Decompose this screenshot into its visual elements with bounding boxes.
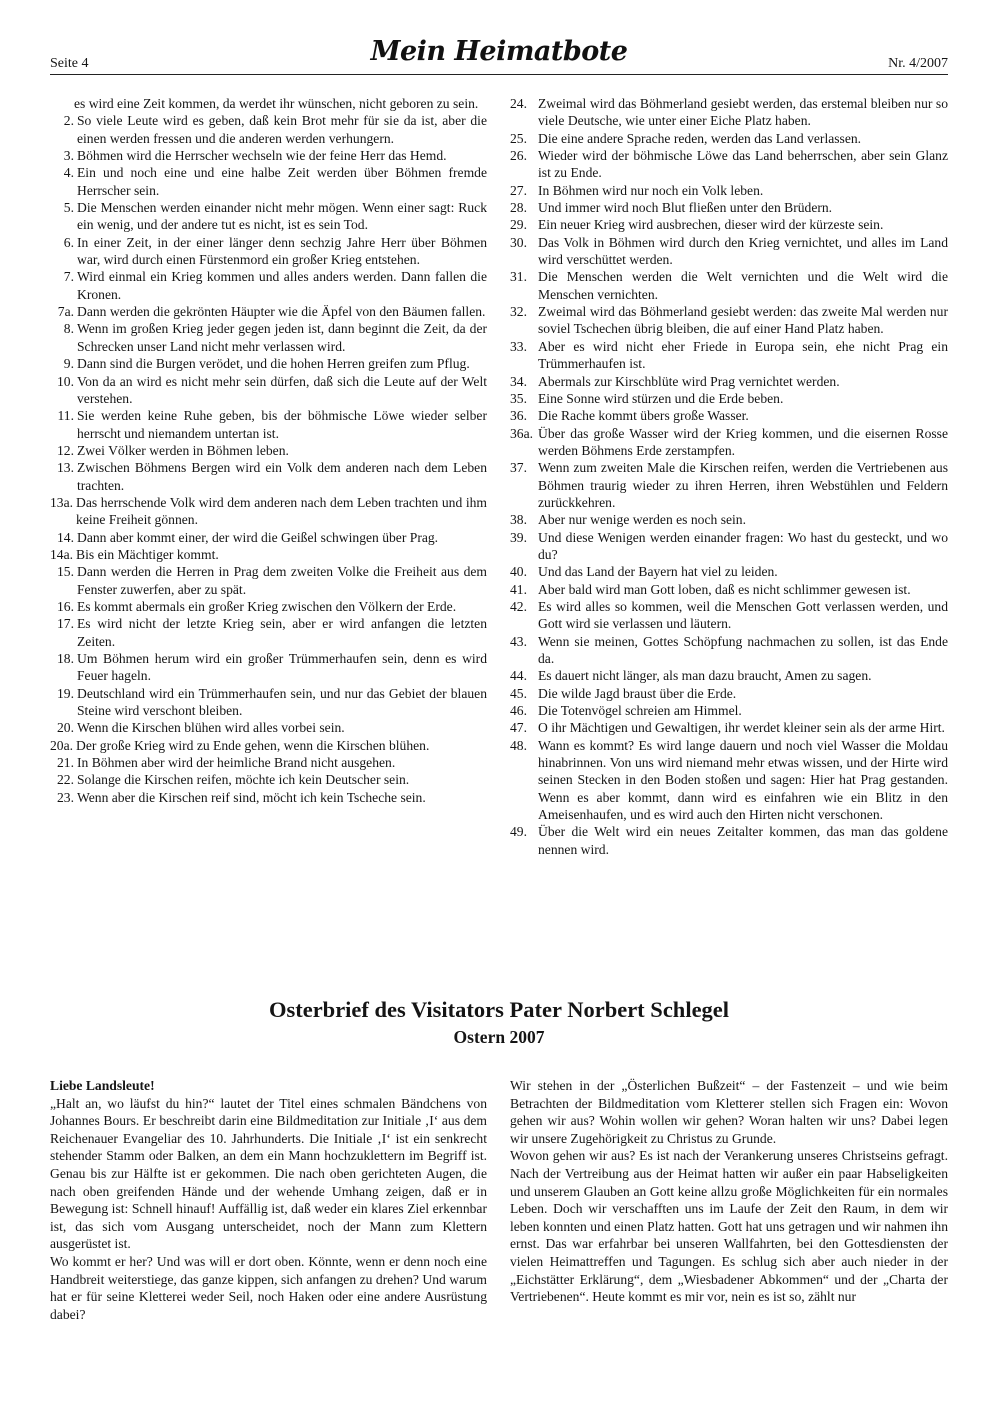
prophecy-item [510, 823, 948, 858]
prophecy-item [510, 598, 948, 633]
prophecy-item [50, 112, 487, 147]
prophecy-item [50, 754, 487, 771]
prophecy-item [510, 216, 948, 233]
prophecy-text: Böhmen wird die Herrscher wechseln wie der feine Herr das Hemd. [77, 148, 447, 164]
prophecy-number: 28. [510, 200, 527, 216]
prophecy-number: 24. [510, 96, 527, 111]
prophecy-number: 32. [510, 304, 527, 320]
prophecy-item [510, 182, 948, 199]
prophecy-text: Der große Krieg wird zu Ende gehen, wenn die Kirschen blühen. [76, 737, 430, 753]
prophecy-number: 20a. [50, 737, 74, 753]
prophecy-number: 10. [57, 373, 74, 389]
prophecy-number: 43. [510, 633, 527, 649]
prophecy-number: 5. [63, 200, 74, 216]
prophecy-text: Dann sind die Burgen verödet, und die hohen Herren greifen zum Pflug. [77, 356, 470, 372]
prophecy-item [50, 164, 487, 199]
prophecy-number: 18. [57, 651, 74, 666]
prophecy-item [50, 442, 487, 459]
prophecy-text: Das herrschende Volk wird dem anderen nach dem Leben trachten und ihm keine Freiheit gönnen. [76, 494, 487, 528]
prophecy-text: O ihr Mächtigen und Gewaltigen, ihr werdet kleiner sein als der arme Hirt. [538, 720, 945, 736]
prophecy-item [50, 563, 487, 598]
prophecy-item [50, 789, 487, 806]
prophecy-text: In Böhmen aber wird der heimliche Brand nicht ausgehen. [77, 755, 396, 771]
prophecy-text: Wenn im großen Krieg jeder gegen jeden ist, dann beginnt die Zeit, da der Schrecken unser Land nicht mehr verlassen wird. [77, 321, 487, 354]
article-paragraph: „Halt an, wo läufst du hin?“ lautet der Titel eines schmalen Bändchens von Johannes Bours. Er beschreibt darin eine Bildmeditation zur Initiale ‚I‘ aus dem Reichenauer Evangeliar des 10. Jahrhunderts. Die Initiale ‚I‘ ist ein senkrecht stehender Stamm oder Balken, an dem ein Mann hochzuklettern im Begriff ist. Genau bis zur Hälfte ist er gekommen. Die nach oben gerichteten Augen, die nach oben greifenden Hände und der wehende Umhang zeigen, daß er in Bewegung ist: Schnell hinauf! Auffällig ist, daß weder ein klares Ziel erkennbar ist, das sich vom Ausgang unterscheidet, noch der Mann zum Klettern ausgerüstet ist. [50, 1095, 487, 1252]
prophecy-number: 41. [510, 581, 527, 597]
prophecy-number: 35. [510, 390, 527, 406]
prophecy-number: 40. [510, 564, 527, 580]
prophecy-number: 27. [510, 182, 527, 198]
prophecy-item [510, 338, 948, 373]
prophecy-text: Die Rache kommt übers große Wasser. [538, 408, 749, 424]
prophecy-number: 7a. [57, 304, 74, 320]
header-rule [50, 74, 948, 75]
prophecy-text: In Böhmen wird nur noch ein Volk leben. [538, 182, 764, 198]
prophecy-text: Von da an wird es nicht mehr sein dürfen, daß sich die Leute auf der Welt verstehen. [77, 373, 487, 406]
prophecy-number: 42. [510, 598, 527, 614]
prophecy-number: 15. [57, 564, 74, 580]
prophecy-number: 45. [510, 685, 527, 701]
prophecy-number: 12. [57, 442, 74, 458]
prophecy-item [50, 268, 487, 303]
prophecy-item [50, 685, 487, 720]
prophecy-item [510, 719, 948, 736]
article-paragraph: Wir stehen in der „Österlichen Bußzeit“ – der Fastenzeit – und wie beim Betrachten der Bildmeditation vom Kletterer stellen sich Fragen ein: Wovon gehen wir aus? Wohin wollen wir gehen? Woran halten wir uns? Dabei legen wir unsere Zugehörigkeit zu Christus zu Grunde. [510, 1078, 948, 1146]
prophecy-item [50, 771, 487, 788]
prophecy-number: 29. [510, 217, 527, 233]
prophecy-number: 31. [510, 269, 527, 285]
prophecy-number: 13. [57, 460, 74, 476]
prophecy-number: 46. [510, 703, 527, 719]
prophecy-item [50, 546, 487, 563]
prophecy-text: So viele Leute wird es geben, daß kein Brot mehr für sie da ist, aber die einen werden fressen und die anderen werden verhungern. [77, 113, 487, 146]
prophecy-text: Zweimal wird das Böhmerland gesiebt werden: das zweite Mal werden nur soviel Tschechen übrig bleiben, die auf einer Hand Platz haben. [538, 304, 948, 337]
prophecy-number: 17. [57, 616, 74, 632]
prophecy-item [510, 268, 948, 303]
prophecy-text: Über das große Wasser wird der Krieg kommen, und die eisernen Rosse werden Böhmens Erde zerstampfen. [538, 425, 948, 458]
prophecy-number: 2. [63, 113, 74, 129]
article-right-column [510, 1077, 948, 1306]
prophecy-number: 3. [63, 148, 74, 164]
prophecy-item [50, 494, 487, 529]
prophecy-item [510, 147, 948, 182]
prophecy-text: Wann es kommt? Es wird lange dauern und noch viel Wasser die Moldau hinabrinnen. Von uns wird niemand mehr etwas wissen, und der Hirte wird seinen Stecken in den Boden stoßen und sagen: Hier hat Prag gestanden. Wenn es aber kommt, dann wird es einfahren wie ein Blitz in den Ameisenhaufen, und es wird auch den Hirten nicht verschonen. [538, 737, 948, 823]
prophecy-text: Aber bald wird man Gott loben, daß es nicht schlimmer gewesen ist. [538, 581, 911, 597]
prophecy-text: Aber es wird nicht eher Friede in Europa sein, ehe nicht Prag ein Trümmerhaufen ist. [538, 338, 948, 372]
article-left-column [50, 1077, 487, 1323]
prophecy-number: 9. [63, 356, 74, 372]
prophecy-text: Und immer wird noch Blut fließen unter den Brüdern. [538, 200, 833, 216]
prophecy-number: 8. [63, 321, 74, 337]
prophecy-number: 47. [510, 720, 527, 736]
prophecy-text: Zwei Völker werden in Böhmen leben. [77, 442, 289, 458]
prophecy-list-right [510, 95, 948, 858]
prophecy-number: 4. [63, 165, 74, 181]
prophecy-continuation: es wird eine Zeit kommen, da werdet ihr wünschen, nicht geboren zu sein. [74, 96, 479, 111]
prophecy-text: Dann aber kommt einer, der wird die Geißel schwingen über Prag. [77, 529, 439, 545]
prophecy-number: 21. [57, 755, 74, 771]
prophecy-number: 48. [510, 737, 527, 753]
prophecy-number: 22. [57, 772, 74, 788]
prophecy-item [510, 95, 948, 130]
prophecy-text: Wird einmal ein Krieg kommen und alles anders werden. Dann fallen die Kronen. [77, 269, 487, 302]
prophecy-number: 25. [510, 130, 527, 146]
prophecy-item [510, 685, 948, 702]
prophecy-text: Das Volk in Böhmen wird durch den Krieg vernichtet, und alles im Land wird verschüttet werden. [538, 234, 948, 268]
prophecy-text: Wieder wird der böhmische Löwe das Land beherrschen, aber sein Glanz ist zu Ende. [538, 148, 948, 181]
prophecy-item [510, 130, 948, 147]
prophecy-item [50, 373, 487, 408]
prophecy-item [50, 199, 487, 234]
prophecy-item [50, 529, 487, 546]
prophecy-number: 37. [510, 460, 527, 476]
prophecy-text: Abermals zur Kirschblüte wird Prag vernichtet werden. [538, 373, 840, 389]
prophecy-number: 38. [510, 512, 527, 528]
article-paragraph: Wo kommt er her? Und was will er dort oben. Könnte, wenn er denn noch eine Handbreit weiterstiege, das ganze kippen, sich anfangen zu drehen? Und warum hat er für seine Kletterei weder Seil, noch Haken oder eine andere Ausrüstung dabei? [50, 1253, 487, 1322]
prophecy-number: 14a. [50, 546, 74, 562]
prophecy-text: Dann werden die gekrönten Häupter wie die Äpfel von den Bäumen fallen. [77, 304, 486, 320]
prophecy-text: Sie werden keine Ruhe geben, bis der böhmische Löwe wieder selber herrscht und niemandem untertan ist. [77, 408, 487, 441]
prophecy-item [510, 373, 948, 390]
prophecy-text: Die Menschen werden die Welt vernichten und die Welt wird die Menschen vernichten. [538, 269, 948, 302]
prophecy-item [510, 529, 948, 564]
article-title: Osterbrief des Visitators Pater Norbert Schlegel [268, 997, 730, 1022]
prophecy-text: Ein und noch eine und eine halbe Zeit werden über Böhmen fremde Herrscher sein. [77, 165, 487, 198]
prophecy-number: 34. [510, 373, 527, 389]
prophecy-number: 19. [57, 685, 74, 701]
prophecy-text: Die Menschen werden einander nicht mehr mögen. Wenn einer sagt: Ruck ein wenig, und der andere tut es nicht, ist es sein Tod. [77, 200, 487, 233]
prophecy-text: Bis ein Mächtiger kommt. [76, 546, 219, 562]
prophecy-number: 26. [510, 148, 527, 164]
prophecy-list-left [50, 112, 487, 806]
article-paragraph: Wovon gehen wir aus? Es ist nach der Verankerung unseres Christseins gefragt. Nach der Vertreibung aus der Heimat hatten wir außer ein paar Habseligkeiten und unserem Glauben an Gott keine allzu große Möglichkeiten für ein normales Leben. Doch wir verschafften uns im Laufe der Zeit den Raum, in dem wir leben konnten und einen Platz hatten. Gott hat uns getragen und wir nahmen ihn ernst. Das war erfahrbar bei unseren Wallfahrten, bei den Gottesdiensten der vielen Heimattreffen und Tagungen. Es schlug sich aber auch nieder in der „Eichstätter Erklärung“, dem „Wiesbadener Abkommen“ und der „Charta der Vertriebenen“. Heute kommt es mir vor, nein es ist so, zählt nur [510, 1148, 948, 1305]
prophecy-number: 36. [510, 408, 527, 424]
prophecy-text: Aber nur wenige werden es noch sein. [538, 512, 746, 528]
prophecy-number: 20. [57, 720, 74, 736]
prophecy-text: Wenn sie meinen, Gottes Schöpfung nachmachen zu sollen, ist das Ende da. [538, 633, 948, 666]
prophecy-text: Wenn aber die Kirschen reif sind, möcht ich kein Tscheche sein. [77, 789, 426, 805]
prophecy-item [510, 581, 948, 598]
prophecy-item [510, 425, 948, 460]
prophecy-text: Es dauert nicht länger, als man dazu braucht, Amen zu sagen. [538, 668, 872, 684]
prophecy-item [510, 563, 948, 580]
prophecy-number: 33. [510, 338, 527, 354]
page-number: Seite 4 [50, 56, 89, 71]
prophecy-number: 13a. [50, 494, 74, 510]
prophecy-number: 16. [57, 598, 74, 614]
prophecy-text: Eine Sonne wird stürzen und die Erde beben. [538, 390, 784, 406]
prophecy-text: Die Totenvögel schreien am Himmel. [538, 703, 742, 719]
prophecy-item [50, 719, 487, 736]
prophecy-text: Es wird alles so kommen, weil die Menschen Gott verlassen werden, und Gott wird sie verlassen und läutern. [538, 598, 948, 632]
masthead-logo: Mein Heimatbote [370, 36, 628, 67]
prophecy-item [510, 702, 948, 719]
prophecy-text: Zweimal wird das Böhmerland gesiebt werden, das erstemal bleiben nur so viele Deutsche, wie unter einer Eiche Platz haben. [538, 96, 948, 129]
prophecy-item [50, 320, 487, 355]
article-subtitle: Ostern 2007 [453, 1027, 545, 1047]
prophecy-text: Wenn zum zweiten Male die Kirschen reifen, werden die Vertriebenen aus Böhmen traurig wieder zu ihren Herren, ihren Webstühlen und Feldern zurückkehren. [538, 460, 948, 510]
prophecy-text: Ein neuer Krieg wird ausbrechen, dieser wird der kürzeste sein. [538, 217, 884, 233]
prophecy-text: Zwischen Böhmens Bergen wird ein Volk dem anderen nach dem Leben trachten. [77, 460, 487, 493]
prophecy-item [50, 459, 487, 494]
prophecy-item [510, 234, 948, 269]
prophecy-text: Die eine andere Sprache reden, werden das Land verlassen. [538, 130, 862, 146]
prophecy-text: Es wird nicht der letzte Krieg sein, aber er wird anfangen die letzten Zeiten. [77, 616, 487, 649]
prophecy-item [510, 303, 948, 338]
prophecy-text: Solange die Kirschen reifen, möchte ich kein Deutscher sein. [77, 772, 410, 788]
prophecy-item [510, 633, 948, 668]
prophecy-text: Und das Land der Bayern hat viel zu leiden. [538, 564, 778, 580]
prophecy-number: 14. [57, 529, 74, 545]
prophecy-item [50, 598, 487, 615]
issue-number: Nr. 4/2007 [888, 56, 948, 71]
prophecy-item [510, 737, 948, 824]
prophecy-right-column [510, 95, 948, 858]
prophecy-text: Um Böhmen herum wird ein großer Trümmerhaufen sein, denn es wird Feuer hageln. [77, 651, 487, 684]
prophecy-left-column [50, 95, 487, 806]
prophecy-item [50, 234, 487, 269]
prophecy-item [50, 615, 487, 650]
prophecy-item [510, 667, 948, 684]
prophecy-text: Dann werden die Herren in Prag dem zweiten Volke die Freiheit aus dem Fenster zuwerfen, aber zu spät. [77, 564, 487, 597]
prophecy-number: 6. [63, 234, 74, 250]
prophecy-item [510, 459, 948, 511]
prophecy-item [510, 199, 948, 216]
prophecy-item [50, 303, 487, 320]
prophecy-item [510, 511, 948, 528]
prophecy-number: 39. [510, 529, 527, 545]
prophecy-text: Die wilde Jagd braust über die Erde. [538, 685, 737, 701]
article-greeting: Liebe Landsleute! [50, 1078, 155, 1093]
prophecy-text: Wenn die Kirschen blühen wird alles vorbei sein. [77, 720, 345, 736]
prophecy-text: Es kommt abermals ein großer Krieg zwischen den Völkern der Erde. [77, 598, 457, 614]
prophecy-item [510, 390, 948, 407]
prophecy-number: 49. [510, 824, 527, 840]
prophecy-text: Und diese Wenigen werden einander fragen: Wo hast du gesteckt, und wo du? [538, 529, 948, 562]
prophecy-item [50, 147, 487, 164]
prophecy-text: Deutschland wird ein Trümmerhaufen sein, und nur das Gebiet der blauen Steine wird verschont bleiben. [77, 685, 487, 719]
prophecy-number: 7. [63, 269, 74, 285]
prophecy-number: 44. [510, 668, 527, 684]
prophecy-item [50, 355, 487, 372]
prophecy-number: 36a. [510, 425, 534, 441]
prophecy-item [510, 407, 948, 424]
page-header [50, 34, 948, 76]
prophecy-number: 23. [57, 789, 74, 805]
prophecy-number: 11. [57, 408, 74, 424]
prophecy-item [50, 407, 487, 442]
prophecy-number: 30. [510, 234, 527, 250]
prophecy-text: In einer Zeit, in der einer länger denn sechzig Jahre Herr über Böhmen war, wird durch einen Fürstenmord ein großer Krieg entstehen. [77, 234, 487, 268]
prophecy-item [50, 650, 487, 685]
prophecy-text: Über die Welt wird ein neues Zeitalter kommen, das man das goldene nennen wird. [538, 824, 948, 857]
prophecy-item [50, 737, 487, 754]
